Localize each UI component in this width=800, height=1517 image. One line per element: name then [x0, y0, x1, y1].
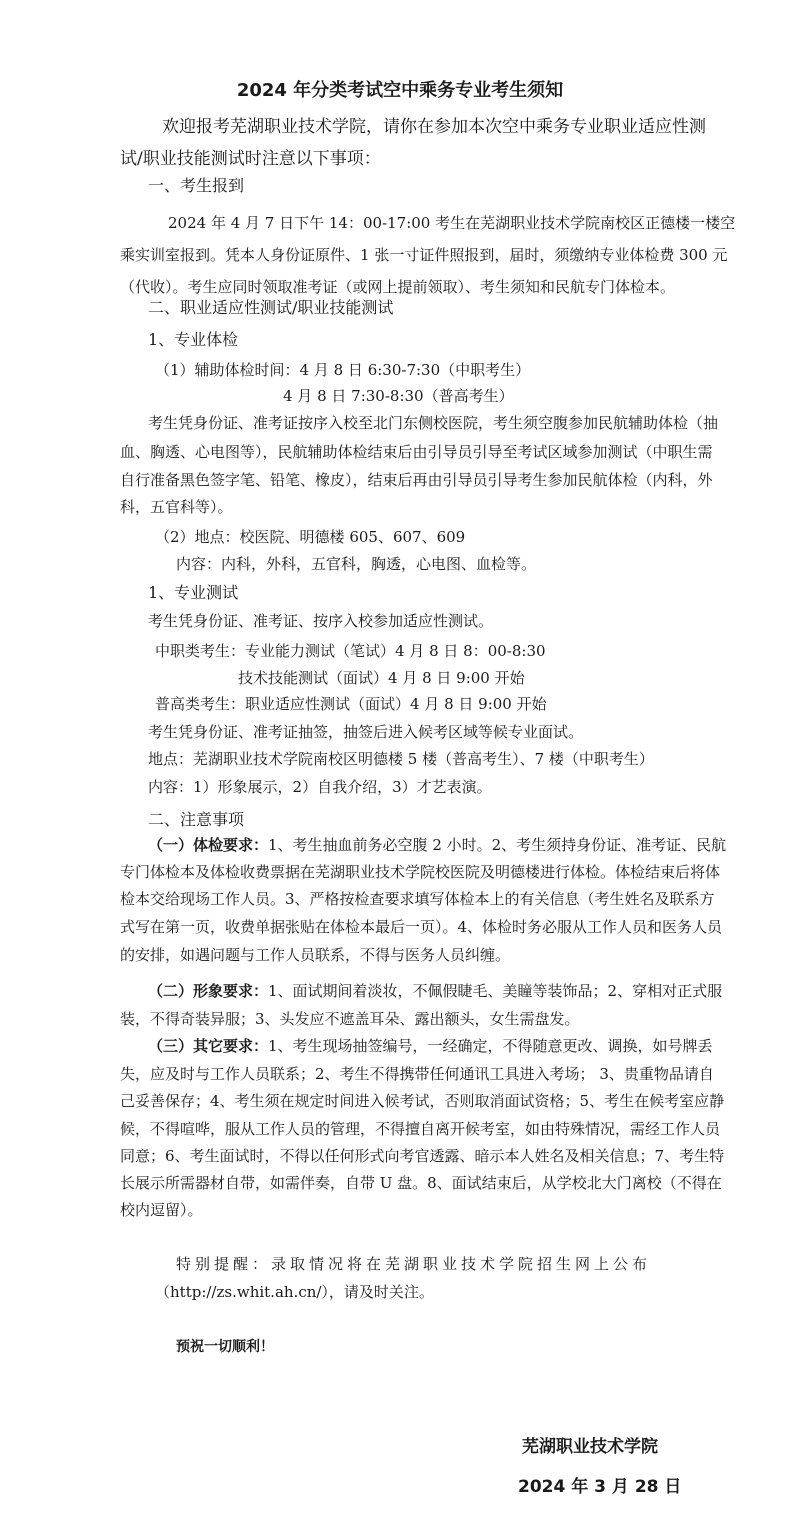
exam-para-line-4: 科，五官科等）。	[120, 498, 233, 516]
medical-requirements-line-2: 专门体检本及体检收费票据在芜湖职业技术学院校医院及明德楼进行体检。体检结束后将体	[120, 863, 721, 881]
reminder-line-1: 特别提醒：录取情况将在芜湖职业技术学院招生网上公布	[176, 1255, 652, 1273]
intro-line-2: 试/职业技能测试时注意以下事项：	[120, 149, 381, 169]
section-1-line-3: （代收）。考生应同时领取准考证（或网上提前领取）、考生须知和民航专门体检本。	[120, 278, 676, 296]
exam-content: 内容：内科，外科，五官科，胸透，心电图、血检等。	[176, 555, 537, 573]
section-1-line-2: 乘实训室报到。凭本人身份证原件、1 张一寸证件照报到，届时，须缴纳专业体检费 300 元	[120, 246, 728, 264]
other-requirements-line-6: 长展示所需器材自带，如需伴奏，自带 U 盘。8、面试结束后，从学校北大门离校（不得在	[120, 1174, 722, 1192]
medical-requirements-label: （一）体检要求：	[148, 836, 269, 854]
section-3-heading: 二、注意事项	[148, 810, 245, 829]
medical-requirements-line-1: （一）体检要求：1、考生抽血前务必空腹 2 小时。2、考生须持身份证、准考证、民航	[148, 836, 727, 854]
exam-para-line-2: 血、胸透、心电图等），民航辅助体检结束后由引导员引导至考试区域参加测试（中职生需	[120, 443, 713, 461]
test-line-5: 考生凭身份证、准考证抽签，抽签后进入候考区域等候专业面试。	[148, 723, 584, 741]
other-requirements-line-4: 候，不得喧哗，服从工作人员的管理，不得擅自离开候考室，如由特殊情况，需经工作人员	[120, 1120, 721, 1138]
exam-para-line-3: 自行准备黑色签字笔、铅笔、橡皮），结束后再由引导员引导考生参加民航体检（内科，外	[120, 471, 713, 489]
test-line-2: 中职类考生：专业能力测试（笔试）4 月 8 日 8：00-8:30	[155, 642, 546, 660]
signature-date: 2024 年 3 月 28 日	[518, 1477, 682, 1497]
test-line-1: 考生凭身份证、准考证、按序入校参加适应性测试。	[148, 612, 494, 630]
reminder-line-2: （http://zs.whit.ah.cn/），请及时关注。	[155, 1283, 434, 1301]
appearance-requirements-line-2: 装，不得奇装异服；3、头发应不遮盖耳朵、露出额头，女生需盘发。	[120, 1010, 580, 1028]
test-line-4: 普高类考生：职业适应性测试（面试）4 月 8 日 9:00 开始	[155, 695, 547, 713]
medical-requirements-line-5: 的安排，如遇问题与工作人员联系，不得与医务人员纠缠。	[120, 946, 511, 964]
exam-time-2: 4 月 8 日 7:30-8:30（普高考生）	[283, 387, 514, 405]
document-title: 2024 年分类考试空中乘务专业考生须知	[236, 80, 564, 101]
appearance-requirements-line-1: （二）形象要求：1、面试期间着淡妆，不佩假睫毛、美瞳等装饰品；2、穿相对正式服	[148, 982, 723, 1000]
other-requirements-line-1: （三）其它要求：1、考生现场抽签编号，一经确定，不得随意更改、调换，如号牌丢	[148, 1037, 713, 1055]
subsection-professional-test: 1、专业测试	[148, 583, 239, 602]
section-1-line-1: 2024 年 4 月 7 日下午 14：00-17:00 考生在芜湖职业技术学院南校区正德楼一楼空	[168, 214, 736, 232]
medical-requirements-line-3: 检本交给现场工作人员。3、严格按检查要求填写体检本上的有关信息（考生姓名及联系方	[120, 890, 715, 908]
section-1-heading: 一、考生报到	[148, 176, 245, 195]
other-requirements-line-2: 失，应及时与工作人员联系；2、考生不得携带任何通讯工具进入考场； 3、贵重物品请自	[120, 1065, 714, 1083]
test-line-3: 技术技能测试（面试）4 月 8 日 9:00 开始	[238, 669, 525, 687]
other-requirements-line-7: 校内逗留）。	[120, 1201, 203, 1219]
exam-location: （2）地点：校医院、明德楼 605、607、609	[155, 528, 466, 546]
signature-organization: 芜湖职业技术学院	[522, 1437, 658, 1457]
other-requirements-label: （三）其它要求：	[148, 1037, 269, 1055]
medical-requirements-line-4: 式写在第一页，收费单据张贴在体检本最后一页）。4、体检时务必服从工作人员和医务人员	[120, 918, 723, 936]
other-requirements-line-5: 同意；6、考生面试时，不得以任何形式向考官透露、暗示本人姓名及相关信息；7、考生特	[120, 1147, 725, 1165]
test-line-6: 地点：芜湖职业技术学院南校区明德楼 5 楼（普高考生）、7 楼（中职考生）	[148, 750, 654, 768]
good-luck-wish: 预祝一切顺利！	[176, 1339, 274, 1355]
appearance-requirements-label: （二）形象要求：	[148, 982, 269, 1000]
subsection-medical-exam: 1、专业体检	[148, 330, 239, 349]
intro-line-1: 欢迎报考芜湖职业技术学院，请你在参加本次空中乘务专业职业适应性测	[162, 117, 706, 137]
test-line-7: 内容：1）形象展示，2）自我介绍，3）才艺表演。	[148, 778, 492, 796]
exam-time-1: （1）辅助体检时间：4 月 8 日 6:30-7:30（中职考生）	[155, 361, 531, 379]
other-requirements-line-3: 己妥善保存；4、考生须在规定时间进入候考试，否则取消面试资格；5、考生在候考室应静	[120, 1092, 725, 1110]
section-2-heading: 二、职业适应性测试/职业技能测试	[148, 298, 394, 317]
exam-para-line-1: 考生凭身份证、准考证按序入校至北门东侧校医院，考生须空腹参加民航辅助体检（抽	[148, 414, 719, 432]
